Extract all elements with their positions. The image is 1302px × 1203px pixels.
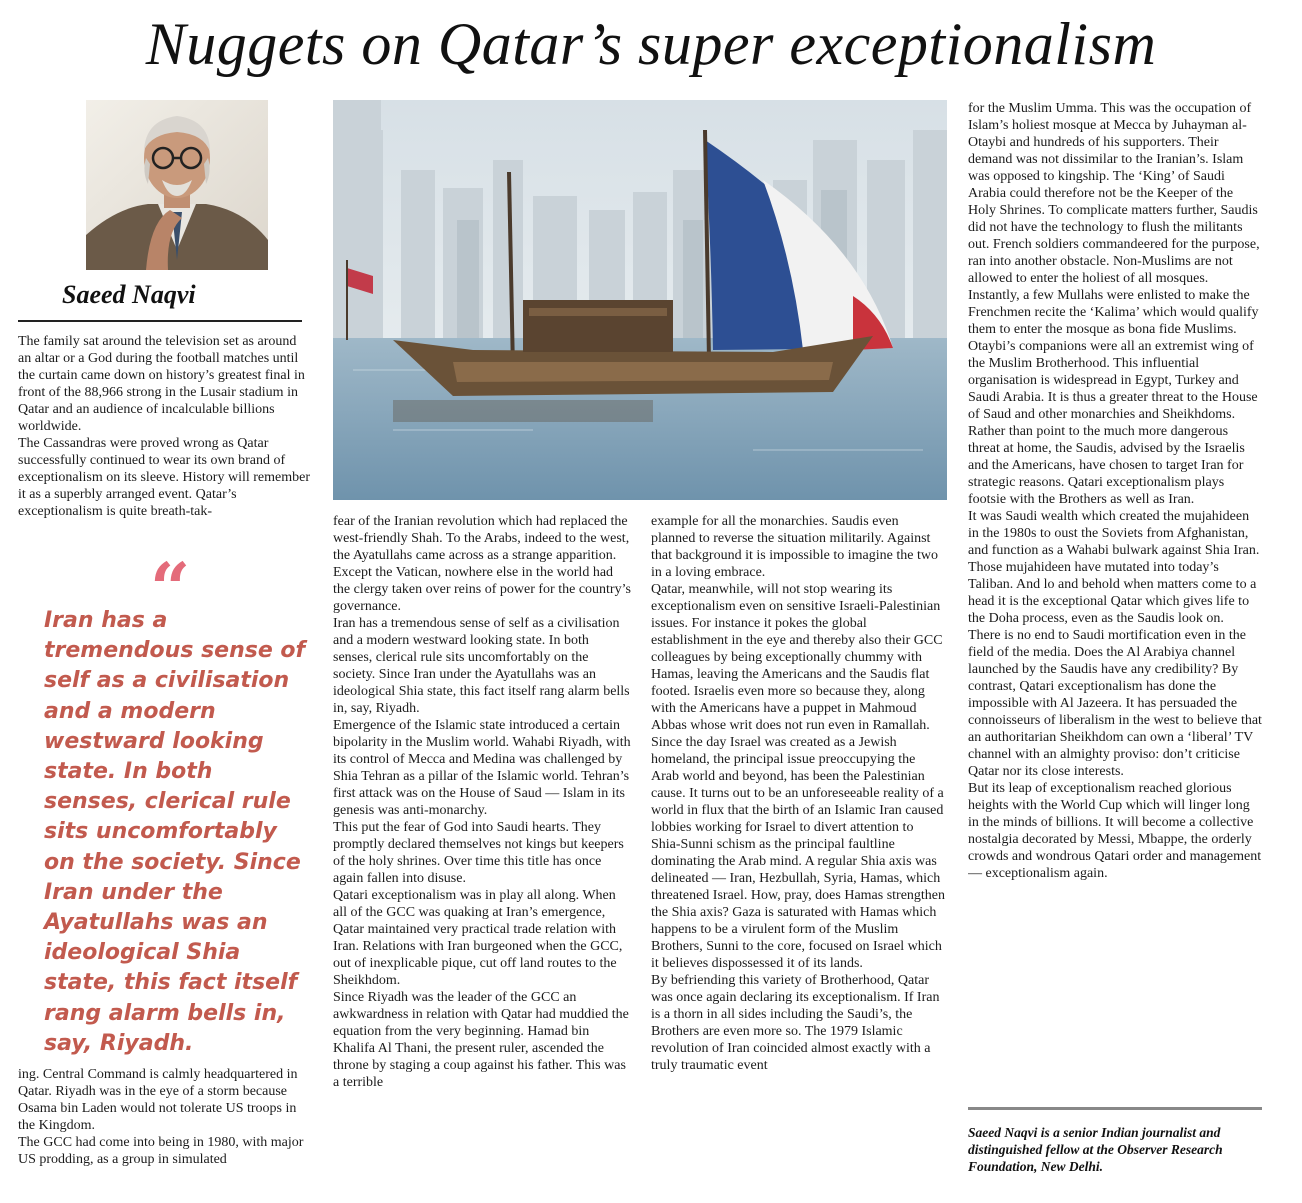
paragraph: This put the fear of God into Saudi hearts. They promptly declared themselves not kings but keepers of the holy shrines. Over time this title has once again fallen into disuse. [333,820,624,886]
author-portrait-image [86,100,268,270]
headline: Nuggets on Qatar’s super exceptionalism [145,11,1157,77]
paragraph: ing. Central Command is calmly headquartered in Qatar. Riyadh was in the eye of a storm because Osama bin Laden would not tolerate US troops in the Kingdom. [18,1067,298,1133]
column-4 [968,100,1262,1092]
paragraph: fear of the Iranian revolution which had replaced the west-friendly Shah. To the Arabs, indeed to the west, the Ayatullahs came across as a strange apparition. Except the Vatican, nowhere else in the world had the clergy taken over reins of power for the country’s governance. [333,514,631,614]
paragraph: Since the day Israel was created as a Jewish homeland, the principal issue preoccupying the Arab world and beyond, has been the Palestinian cause. It turns out to be an unforeseeable reality of a world in flux that the birth of an Islamic Iran caused lobbies working for Israel to divert attention to Shia-Sunni schism as the principal faultline dominating the Arab mind. A regular Shia axis was delineated — Iran, Hezbullah, Syria, Hamas, which threatened Israel. How, pray, does Hamas strengthen the Shia axis? Gaza is saturated with Hamas which happens to be a virulent form of the Muslim Brothers, Sunni to the core, focused on Israel which it believes dispossessed it of its lands. [651,735,946,971]
bio-divider [968,1107,1262,1110]
column-2 [333,513,631,1178]
pull-quote: Iran has a tremendous sense of self as a civilisation and a modern westward looking state. In both senses, clerical rule sits uncomfortably on the society. Since Iran under the Ayatullahs was an ideological Shia state, this fact itself rang alarm bells in, say, Riyadh. [44,608,306,1056]
dhow-skyline-photo [333,100,947,500]
paragraph: Iran has a tremendous sense of self as a civilisation and a modern westward looking state. In both senses, clerical rule sits uncomfortably on the society. Since Iran under the Ayatullahs was an ideological Shia state, this fact itself rang alarm bells in, say, Riyadh. [333,616,630,716]
paragraph: Qatari exceptionalism was in play all along. When all of the GCC was quaking at Iran’s emergence, Qatar maintained very practical trade relation with Iran. Relations with Iran burgeoned when the GCC, out of inexplicable pique, cut off land routes to the Sheikhdom. [333,888,623,988]
paragraph: Emergence of the Islamic state introduced a certain bipolarity in the Muslim world. Wahabi Riyadh, with its control of Mecca and Medina was challenged by Shia Tehran as a pillar of the Islamic world. Tehran’s first attack was on the House of Saud — Islam in its genesis was anti-monarchy. [333,718,631,818]
paragraph: But its leap of exceptionalism reached glorious heights with the World Cup which will linger long in the minds of billions. It will become a collective nostalgia decorated by Messi, Mbappe, the orderly crowds and wondrous Qatari order and management — exceptionalism again. [968,781,1262,881]
paragraph: The GCC had come into being in 1980, with major US prodding, as a group in simulated [18,1135,304,1167]
author-byline: Saeed Naqvi [62,280,196,309]
paragraph: Otaybi’s companions were all an extremist wing of the Muslim Brotherhood. This influential organisation is widespread in Egypt, Turkey and Saudi Arabia. It is thus a greater threat to the House of Saud and other monarchies and Sheikhdoms. Rather than point to the much more dangerous threat at home, the Saudis, advised by the Israelis and the Americans, have chosen to target Iran for strategic reasons. Qatari exceptionalism plays footsie with the Brothers as well as Iran. [968,339,1258,507]
quote-mark-icon: “ [150,547,191,630]
paragraph: By befriending this variety of Brotherhood, Qatar was once again declaring its exceptionalism. If Iran is a thorn in all sides including the Saudi’s, the Brothers are even more so. The 1979 Islamic revolution of Iran coincided almost exactly with a truly traumatic event [651,973,940,1073]
paragraph: The family sat around the television set as around an altar or a God during the football matches until the curtain came down on history’s greatest final in front of the 88,966 strong in the Lusair stadium in Qatar and an audience of incalculable billions worldwide. [18,334,305,434]
author-portrait [86,100,268,270]
paragraph: Qatar, meanwhile, will not stop wearing its exceptionalism even on sensitive Israeli-Palestinian issues. For instance it pokes the global establishment in the eye and thereby also their GCC colleagues by being exceptionally chummy with Hamas, leaving the Americans and the Saudis flat footed. Israelis even more so because they, along with the Americans have a puppet in Mahmoud Abbas whose writ does not run even in Ramallah. [651,582,943,733]
column-3 [651,513,946,1178]
author-bio: Saeed Naqvi is a senior Indian journalist and distinguished fellow at the Observer Research Foundation, New Delhi. [968,1125,1223,1174]
column-1-top [18,333,310,547]
paragraph: for the Muslim Umma. This was the occupation of Islam’s holiest mosque at Mecca by Juhayman al-Otaybi and hundreds of his supporters. Their demand was not dissimilar to the Iranian’s. Islam was opposed to kingship. The ‘King’ of Saudi Arabia could therefore not be the Keeper of the Holy Shrines. To complicate matters further, Saudis did not have the technology to flush the militants out. French soldiers commandeered for the purpose, ran into another obstacle. Non-Muslims are not allowed to enter the holiest of all mosques. Instantly, a few Mullahs were enlisted to make the Frenchmen recite the ‘Kalima’ which would qualify them to enter the mosque as bona fide Muslims. [968,101,1260,337]
paragraph: example for all the monarchies. Saudis even planned to reverse the situation militarily. Against that background it is impossible to imagine the two in a loving embrace. [651,514,938,580]
paragraph: Since Riyadh was the leader of the GCC an awkwardness in relation with Qatar had muddied the equation from the very beginning. Hamad bin Khalifa Al Thani, the present ruler, ascended the throne by staging a coup against his father. This was a terrible [333,990,629,1090]
paragraph: There is no end to Saudi mortification even in the field of the media. Does the Al Arabiya channel launched by the Saudis have any credibility? By contrast, Qatari exceptionalism has done the impossible with Al Jazeera. It has persuaded the connoisseurs of liberalism in the west to believe that an authoritarian Sheikhdom can own a ‘liberal’ TV channel with an almighty proviso: don’t criticise Qatar nor its close interests. [968,628,1262,779]
article-photo [333,100,947,500]
column-1-bottom [18,1066,310,1176]
byline-divider [18,320,302,322]
paragraph: It was Saudi wealth which created the mujahideen in the 1980s to oust the Soviets from Afghanistan, and function as a Wahabi bulwark against Shia Iran. Those mujahideen have mutated into today’s Taliban. And lo and behold when matters come to a head it is the exceptional Qatar which gives life to the Doha process, even as the Saudis look on. [968,509,1260,626]
paragraph: The Cassandras were proved wrong as Qatar successfully continued to wear its own brand of exceptionalism on its sleeve. History will remember it as a superbly arranged event. Qatar’s exceptionalism is quite breath-tak- [18,436,310,519]
